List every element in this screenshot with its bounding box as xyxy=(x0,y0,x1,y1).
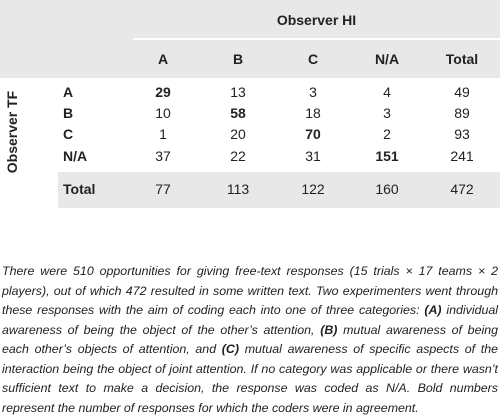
table-footnote xyxy=(2,262,498,418)
cell-c-na: 2 xyxy=(383,126,391,142)
col-header-b: B xyxy=(232,51,244,67)
cell-a-b: 13 xyxy=(230,84,246,100)
col-header-a: A xyxy=(157,51,169,67)
footnote-part-3: mutual awareness of being each other’s objects of attention, and xyxy=(2,322,498,356)
row-label-na: N/A xyxy=(63,148,88,164)
cell-b-c: 18 xyxy=(305,105,321,121)
cell-c-total: 93 xyxy=(454,126,470,142)
cell-b-a: 10 xyxy=(155,105,171,121)
footnote-part-4: mutual awareness of specific aspects of the interaction being the object of joint attention. If no category was applicable or there wasn’t sufficient text to make a decision, the response was coded as N/A. Bold numbers represent the number of responses for which the coders were in agreement. xyxy=(2,342,498,415)
cell-b-na: 3 xyxy=(383,105,391,121)
footnote-label-a: (A) xyxy=(424,303,442,317)
col-group-header: Observer HI xyxy=(276,12,357,28)
cell-b-total: 89 xyxy=(454,105,470,121)
cell-total-total: 472 xyxy=(450,181,474,197)
cell-a-na: 4 xyxy=(383,84,391,100)
footnote-part-1: There were 510 opportunities for giving free-text responses (15 trials × 17 teams × 2 players), out of which 472 resulted in some written text. Two experimenters went through these responses with the aim of coding each into one of three categories: xyxy=(2,264,498,317)
footnote-label-c: (C) xyxy=(221,342,239,356)
cell-a-c: 3 xyxy=(309,84,317,100)
cell-total-na: 160 xyxy=(375,181,399,197)
footnote-part-2: individual awareness of being the object of the other’s attention, xyxy=(2,303,499,337)
cell-c-b: 20 xyxy=(230,126,246,142)
header-divider xyxy=(133,38,500,40)
row-label-b: B xyxy=(63,105,74,121)
footnote-label-b: (B) xyxy=(320,322,338,337)
cell-na-c: 31 xyxy=(305,148,321,164)
row-label-total: Total xyxy=(63,181,96,197)
cell-total-c: 122 xyxy=(301,181,325,197)
col-header-total: Total xyxy=(445,51,479,67)
cell-c-c: 70 xyxy=(305,126,321,142)
cell-na-total: 241 xyxy=(450,148,474,164)
cell-b-b: 58 xyxy=(230,105,246,121)
col-header-na: N/A xyxy=(374,51,400,67)
cell-total-a: 77 xyxy=(155,181,171,197)
row-label-c: C xyxy=(63,126,74,142)
row-group-header: Observer TF xyxy=(4,90,20,174)
cell-na-na: 151 xyxy=(375,148,399,164)
row-label-a: A xyxy=(63,84,74,100)
cell-c-a: 1 xyxy=(159,126,167,142)
cell-na-b: 22 xyxy=(230,148,246,164)
cell-a-a: 29 xyxy=(155,84,171,100)
cell-a-total: 49 xyxy=(454,84,470,100)
cell-total-b: 113 xyxy=(226,181,250,197)
col-header-c: C xyxy=(307,51,319,67)
cell-na-a: 37 xyxy=(155,148,171,164)
